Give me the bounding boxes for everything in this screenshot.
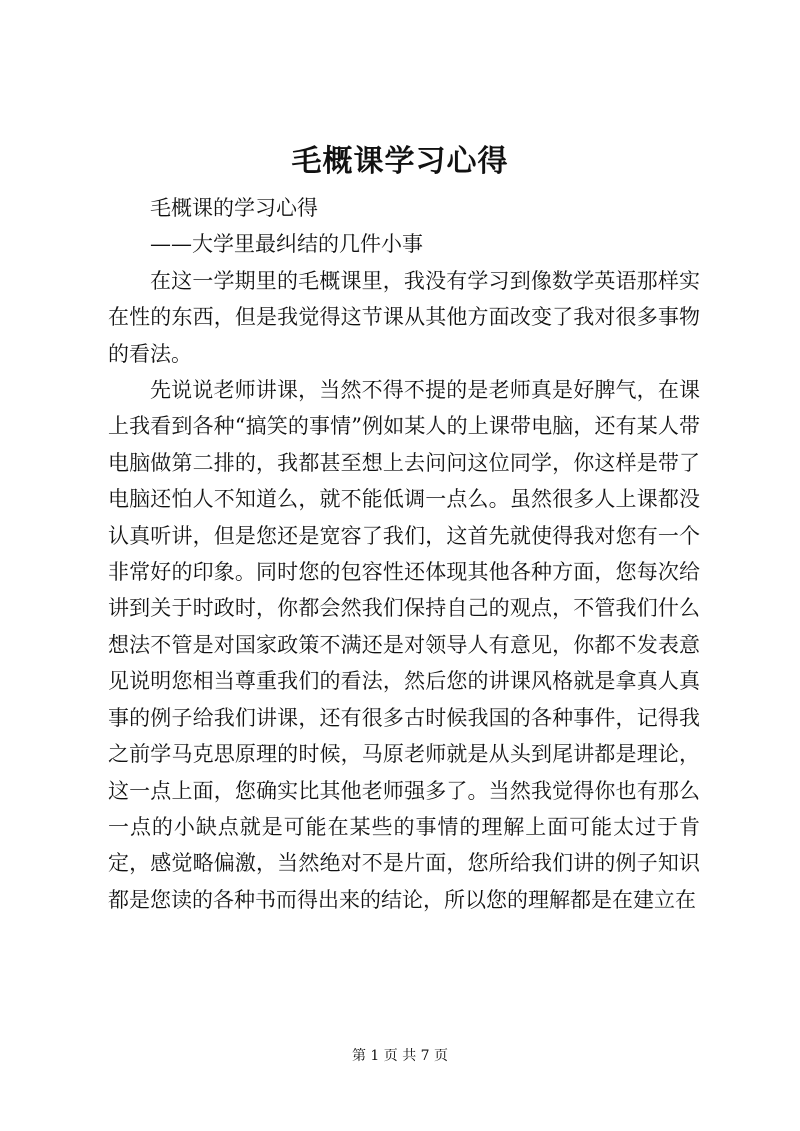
document-title: 毛概课学习心得 [291,144,509,179]
page-footer: 第 1 页 共 7 页 [351,1048,449,1064]
subheading-paragraph: ——大学里最纠结的几件小事 [150,232,423,257]
body-paragraph: 先说说老师讲课，当然不得不提的是老师真是好脾气，在课上我看到各种“搞笑的事情”例如某人的上课带电脑，还有某人带电脑做第二排的，我都甚至想上去问问这位同学，你这样是带了电脑还怕人不知道么，就不能低调一点么。虽然很多人上课都没认真听讲，但是您还是宽容了我们，这首先就使得我对您有一个非常好的印象。同时您的包容性还体现其他各种方面，您每次给讲到关于时政时，你都会然我们保持自己的观点，不管我们什么想法不管是对国家政策不满还是对领导人有意见，你都不发表意见说明您相当尊重我们的看法，然后您的讲课风格就是拿真人真事的例子给我们讲课，还有很多古时候我国的各种事件，记得我之前学马克思原理的时候，马原老师就是从头到尾讲都是理论，这一点上面，您确实比其他老师强多了。当然我觉得你也有那么一点的小缺点就是可能在某些的事情的理解上面可能太过于肯定，感觉略偏激，当然绝对不是片面，您所给我们讲的例子知识都是您读的各种书而得出来的结论，所以您的理解都是在建立在 [108,378,700,912]
subtitle-paragraph: 毛概课的学习心得 [150,196,318,220]
intro-paragraph: 在这一学期里的毛概课里，我没有学习到像数学英语那样实在性的东西，但是我觉得这节课从其他方面改变了我对很多事物的看法。 [108,268,700,366]
document-body [108,190,700,918]
